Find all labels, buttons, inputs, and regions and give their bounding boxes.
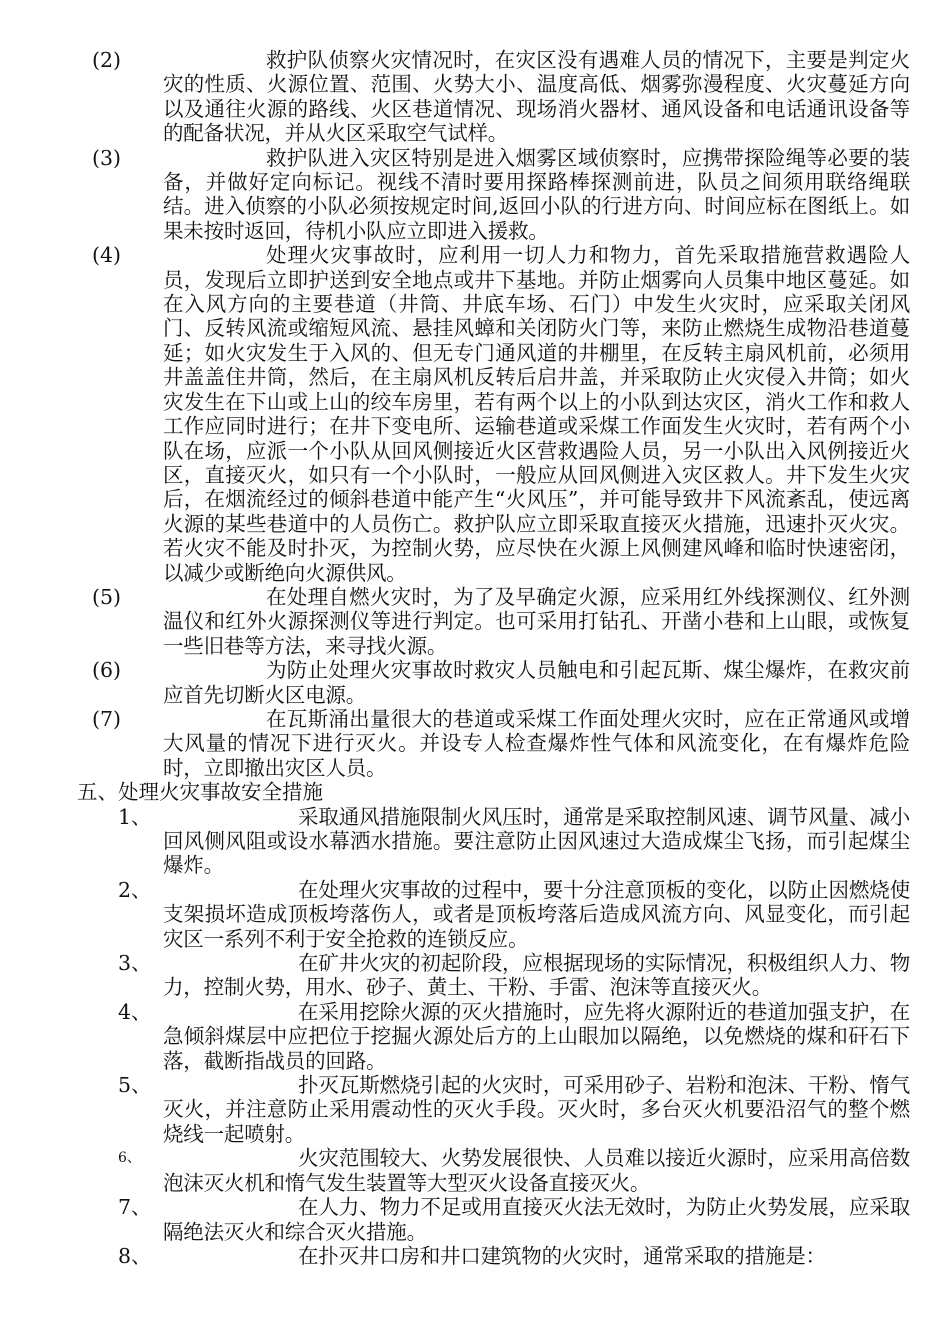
item-number: 5、 — [118, 1073, 152, 1098]
item-number: 7、 — [118, 1195, 152, 1220]
item-number: 2、 — [118, 877, 152, 902]
item-number: (6) — [92, 658, 122, 683]
item-number: (7) — [92, 706, 122, 731]
item-number: (5) — [92, 584, 122, 609]
list-item — [0, 805, 950, 878]
item-text: 救护队进入灾区特别是进入烟雾区域侦察时，应携带探险绳等必要的装备，并做好定向标记。视线不清时要用探路棒探测前进，队员之间须用联络绳联结。进入侦察的小队必须按规定时间,返回小队的行进方向、时间应标在图纸上。如果未按时返回，待机小队应立即进入援救。 — [163, 145, 910, 243]
paragraph-item — [0, 707, 950, 780]
item-text: 火灾范围较大、火势发展很快、人员难以接近火源时，应采用高倍数泡沫灭火机和惰气发生装置等大型灭火设备直接灭火。 — [163, 1146, 910, 1195]
paragraph-item — [0, 48, 950, 146]
paragraph-item — [0, 658, 950, 707]
item-number: (2) — [92, 48, 122, 72]
item-number: 8、 — [118, 1243, 152, 1268]
list-item — [0, 1000, 950, 1073]
item-number: 4、 — [118, 999, 152, 1024]
paragraph-item — [0, 243, 950, 585]
list-item — [0, 878, 950, 951]
list-item — [0, 1195, 950, 1244]
item-text: 在采用挖除火源的灭火措施时，应先将火源附近的巷道加强支护，在急倾斜煤层中应把位于挖掘火源处后方的上山眼加以隔绝，以免燃烧的煤和矸石下落，截断指战员的回路。 — [163, 999, 910, 1073]
item-number: (3) — [92, 145, 122, 170]
paragraph-item — [0, 146, 950, 244]
item-number: 3、 — [118, 951, 152, 976]
paragraph-item — [0, 585, 950, 658]
list-item — [0, 1073, 950, 1146]
item-text: 扑灭瓦斯燃烧引起的火灾时，可采用砂子、岩粉和泡沫、干粉、惰气灭火，并注意防止采用震动性的灭火手段。灭火时，多台灭火机要沿沼气的整个燃烧线一起喷射。 — [163, 1073, 910, 1146]
item-number: 1、 — [118, 804, 152, 829]
item-text: 在处理自燃火灾时，为了及早确定火源，应采用红外线探测仪、红外测温仪和红外火源探测仪等进行判定。也可采用打钻孔、开凿小巷和上山眼，或恢复一些旧巷等方法，来寻找火源。 — [163, 584, 910, 658]
item-text: 采取通风措施限制火风压时，通常是采取控制风速、调节风量、减小回风侧风阻或设水幕洒水措施。要注意防止因风速过大造成煤尘飞扬，而引起煤尘爆炸。 — [163, 804, 910, 878]
list-item — [0, 951, 950, 1000]
list-item — [0, 1146, 950, 1195]
item-text: 在人力、物力不足或用直接灭火法无效时，为防止火势发展，应采取隔绝法灭火和综合灭火措施。 — [163, 1195, 910, 1244]
item-text: 在扑灭井口房和井口建筑物的火灾时，通常采取的措施是： — [298, 1243, 826, 1268]
item-text: 处理火灾事故时，应利用一切人力和物力，首先采取措施营救遇险人员，发现后立即护送到安全地点或井下基地。并防止烟雾向人员集中地区蔓延。如在入风方向的主要巷道（井筒、井底车场、石门）中发生火灾时，应采取关闭风门、反转风流或缩短风流、悬挂风蟑和关闭防火门等，来防止燃烧生成物沿巷道蔓延；如火灾发生于入风的、但无专门通风道的井棚里，在反转主扇风机前，必须用井盖盖住井筒，然后，在主扇风机反转后启井盖，并采取防止火灾侵入井筒；如火灾发生在下山或上山的绞车房里，若有两个以上的小队到达灾区，消火工作和救人工作应同时进行；在井下变电所、运输巷道或采煤工作面发生火灾时，若有两个小队在场，应派一个小队从回风侧接近火区营救遇险人员，另一小队出入风例接近火区，直接灭火，如只有一个小队时，一般应从回风侧进入灾区救人。井下发生火灾后，在烟流经过的倾斜巷道中能产生“火风压”，并可能导致井下风流紊乱，使远离火源的某些巷道中的人员伤亡。救护队应立即采取直接灭火措施，迅速扑灭火灾。若火灾不能及时扑灭，为控制火势，应尽快在火源上风侧建风峰和临时快速密闭，以减少或断绝向火源供风。 — [163, 243, 910, 585]
item-text: 在矿井火灾的初起阶段，应根据现场的实际情况，积极组织人力、物力，控制火势，用水、砂子、黄土、干粉、手雷、泡沫等直接灭火。 — [163, 951, 910, 1000]
item-text: 救护队侦察火灾情况时，在灾区没有遇难人员的情况下，主要是判定火灾的性质、火源位置、范围、火势大小、温度高低、烟雾弥漫程度、火灾蔓延方向以及通往火源的路线、火区巷道情况、现场消火器材、通风设备和电话通讯设备等的配备状况，并从火区采取空气试样。 — [163, 48, 910, 146]
list-item — [0, 1244, 950, 1268]
item-number: (4) — [92, 243, 122, 268]
item-number: 6、 — [118, 1150, 141, 1167]
item-text: 在处理火灾事故的过程中，要十分注意顶板的变化，以防止因燃烧使支架损坏造成顶板垮落伤人，或者是顶板垮落后造成风流方向、风显变化，而引起灾区一系列不利于安全抢救的连锁反应。 — [163, 877, 910, 951]
item-text: 在瓦斯涌出量很大的巷道或采煤工作面处理火灾时，应在正常通风或增大风量的情况下进行灭火。并设专人检查爆炸性气体和风流变化，在有爆炸危险时，立即撤出灾区人员。 — [163, 706, 910, 780]
document-page — [0, 48, 950, 1268]
item-text: 为防止处理火灾事故时救灾人员触电和引起瓦斯、煤尘爆炸，在救灾前应首先切断火区电源。 — [163, 658, 910, 707]
section-heading: 五、处理火灾事故安全措施 — [77, 780, 323, 805]
